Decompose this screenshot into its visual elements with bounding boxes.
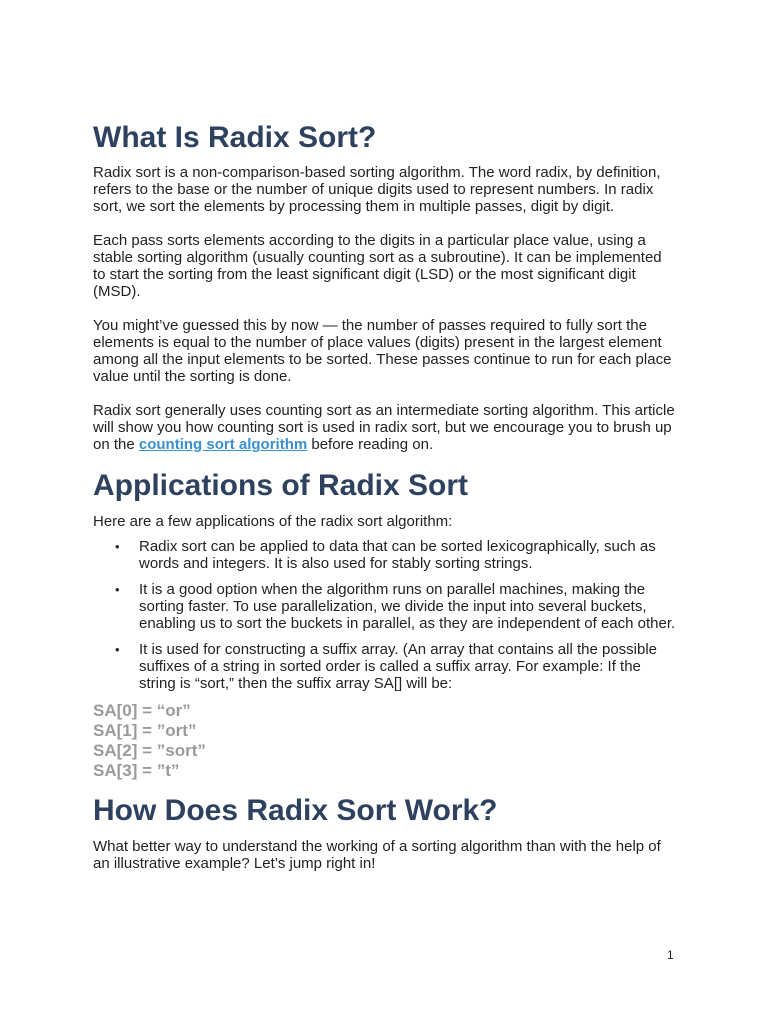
suffix-array-line: SA[1] = ”ort” [93,721,197,740]
paragraph-passes: Each pass sorts elements according to the digits in a particular place value, using a stable sorting algorithm (usually counting sort as a subroutine). It can be implemented to start the sorting from the least significant digit (LSD) or the most significant digit (MSD). [93,232,662,300]
heading-how-does-radix-sort-work: How Does Radix Sort Work? [93,794,498,827]
paragraph-text-after-link: before reading on. [307,436,434,453]
bullet-icon: • [115,642,120,657]
counting-sort-link[interactable]: counting sort algorithm [138,436,308,453]
bullet-icon: • [115,539,120,554]
list-item-text: It is used for constructing a suffix array. (An array that contains all the possible suffixes of a string in sorted order is called a suffix array. For example: If the string is “sort,” then the suffix array SA[] will be: [139,641,658,692]
paragraph-text-before-link: Radix sort generally uses counting sort as an intermediate sorting algorithm. This article will show you how counting sort is used in radix sort, but we encourage you to brush up on the [93,402,675,453]
applications-list [93,538,678,692]
heading-applications: Applications of Radix Sort [93,469,469,502]
bullet-icon: • [115,582,120,597]
list-item [93,581,678,632]
paragraph-applications-intro: Here are a few applications of the radix sort algorithm: [93,513,453,530]
suffix-array-block [93,701,678,781]
suffix-array-line: SA[3] = ”t” [93,761,180,780]
document-page [93,120,678,872]
list-item [93,641,678,692]
paragraph-definition: Radix sort is a non-comparison-based sorting algorithm. The word radix, by definition, refers to the base or the number of unique digits used to represent numbers. In radix sort, we sort the elements by processing them in multiple passes, digit by digit. [93,164,661,215]
suffix-array-line: SA[0] = “or” [93,701,191,720]
paragraph-example-intro: What better way to understand the working of a sorting algorithm than with the help of an illustrative example? Let’s jump right in! [93,838,661,872]
list-item-text: It is a good option when the algorithm runs on parallel machines, making the sorting faster. To use parallelization, we divide the input into several buckets, enabling us to sort the buckets in parallel, as they are independent of each other. [139,581,676,632]
list-item [93,538,678,572]
list-item-text: Radix sort can be applied to data that can be sorted lexicographically, such as words and integers. It is also used for stably sorting strings. [139,538,656,572]
page-number: 1 [667,948,674,962]
suffix-array-line: SA[2] = ”sort” [93,741,206,760]
paragraph-number-of-passes: You might’ve guessed this by now — the number of passes required to fully sort the elements is equal to the number of place values (digits) present in the largest element among all the input elements to be sorted. These passes continue to run for each place value until the sorting is done. [93,317,672,385]
heading-what-is-radix-sort: What Is Radix Sort? [93,121,377,154]
paragraph-counting-sort [93,402,678,453]
